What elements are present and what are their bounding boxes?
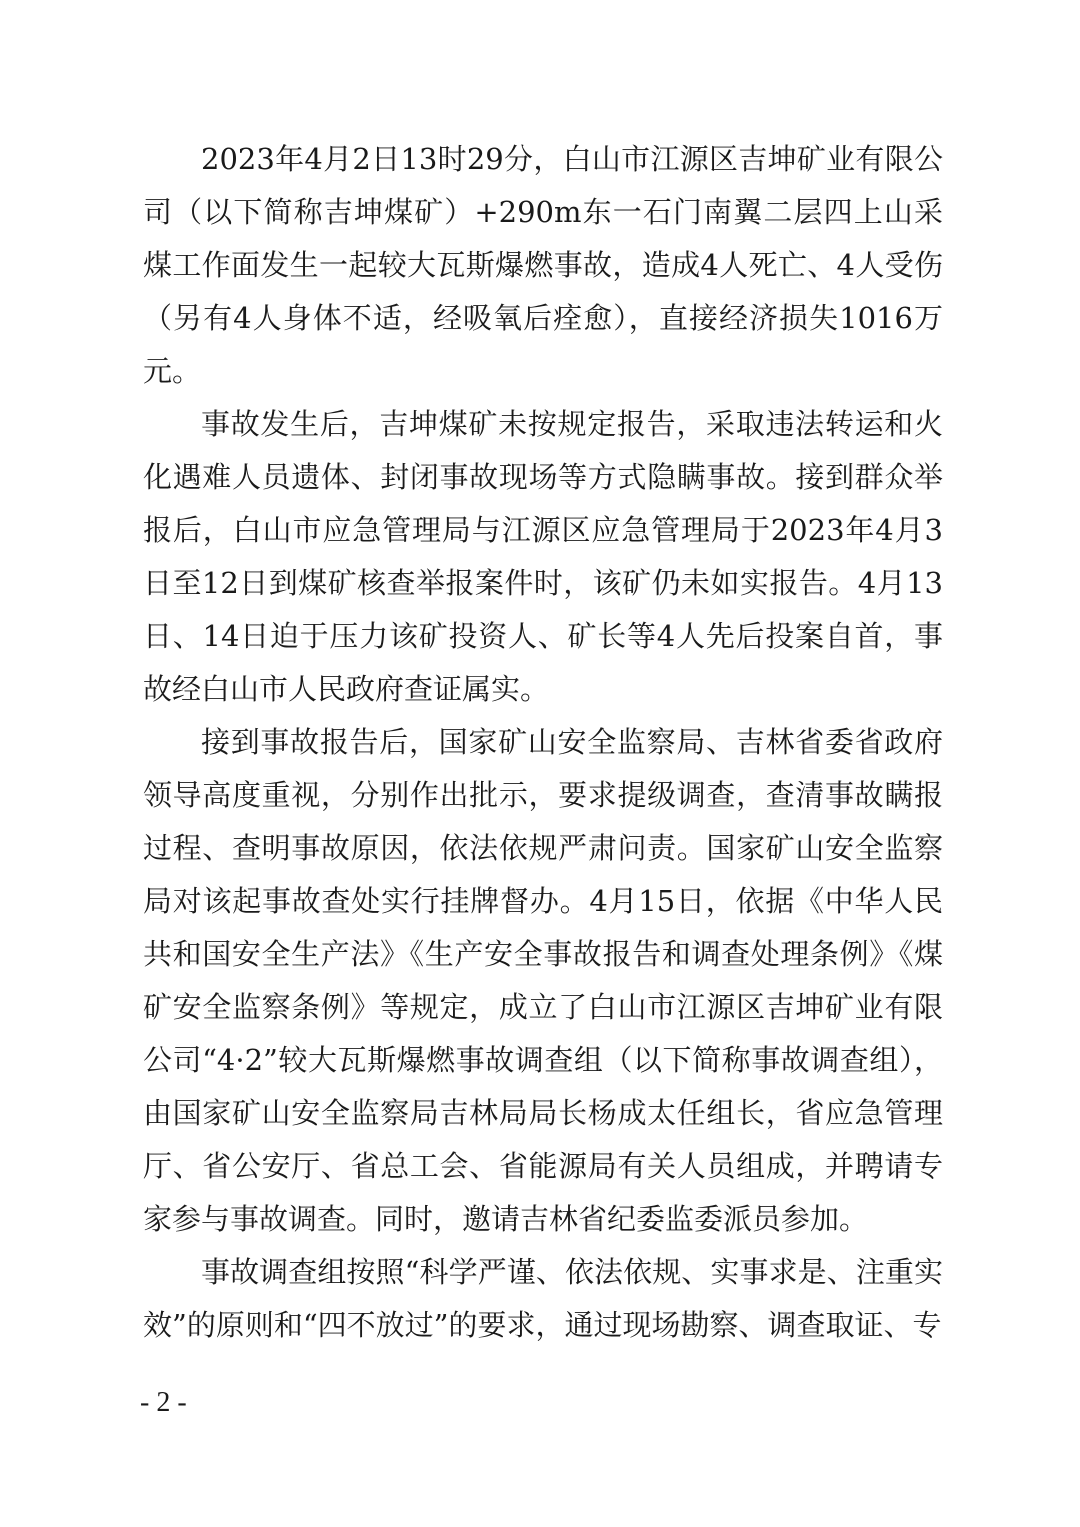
paragraph-investigation-group: 接到事故报告后，国家矿山安全监察局、吉林省委省政府领导高度重视，分别作出批示，要求提级调查，查清事故瞒报过程、查明事故原因，依法依规严肃问责。国家矿山安全监察局对该起事故查处实行挂牌督办。4月15日，依据《中华人民共和国安全生产法》《生产安全事故报告和调查处理条例》《煤矿安全监察条例》等规定，成立了白山市江源区吉坤矿业有限公司“4·2”较大瓦斯爆燃事故调查组（以下简称事故调查组），由国家矿山安全监察局吉林局局长杨成太任组长，省应急管理厅、省公安厅、省总工会、省能源局有关人员组成，并聘请专家参与事故调查。同时，邀请吉林省纪委监委派员参加。 bbox=[143, 725, 943, 1236]
paragraph-concealment: 事故发生后，吉坤煤矿未按规定报告，采取违法转运和火化遇难人员遗体、封闭事故现场等方式隐瞒事故。接到群众举报后，白山市应急管理局与江源区应急管理局于2023年4月3日至12日到煤矿核查举报案件时，该矿仍未如实报告。4月13日、14日迫于压力该矿投资人、矿长等4人先后投案自首，事故经白山市人民政府查证属实。 bbox=[143, 407, 943, 706]
page-number: - 2 - bbox=[140, 1387, 187, 1418]
document-body bbox=[143, 133, 943, 1352]
paragraph-accident-summary: 2023年4月2日13时29分，白山市江源区吉坤矿业有限公司（以下简称吉坤煤矿）+290m东一石门南翼二层四上山采煤工作面发生一起较大瓦斯爆燃事故，造成4人死亡、4人受伤（另有4人身体不适，经吸氧后痊愈），直接经济损失1016万元。 bbox=[143, 142, 943, 388]
paragraph-investigation-principles: 事故调查组按照“科学严谨、依法依规、实事求是、注重实效”的原则和“四不放过”的要求，通过现场勘察、调查取证、专 bbox=[143, 1255, 943, 1342]
